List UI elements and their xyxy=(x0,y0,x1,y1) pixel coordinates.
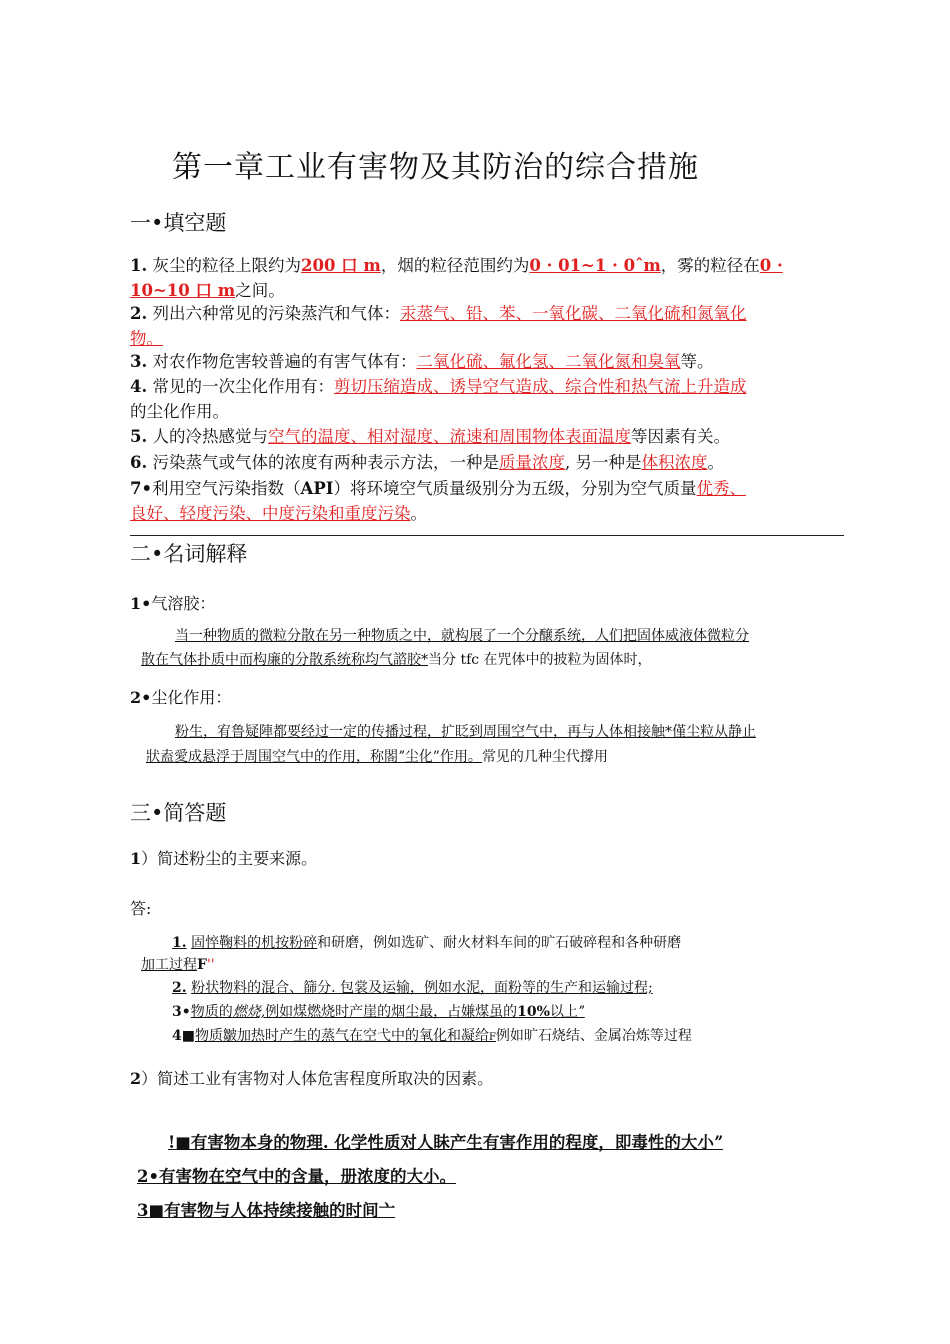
question-text: 等因素有关。 xyxy=(630,427,730,446)
question-number: 6. xyxy=(130,453,148,472)
question-text: 污染蒸气或气体的浓度有两种表示方法，一种是 xyxy=(152,453,499,472)
answer-blank: 空气的温度、相对湿度、流速和周围物体表面温度 xyxy=(267,427,631,446)
question-text: 的尘化作用。 xyxy=(130,401,229,421)
section-heading-fill-blank: 一•填空题 xyxy=(130,211,227,235)
question-text: 人的冷热感觉与 xyxy=(152,427,268,446)
answer-label: 答: xyxy=(130,899,152,918)
term-aerosol-label xyxy=(130,591,215,614)
term-name: 尘化作用： xyxy=(151,688,232,707)
api-abbr: API xyxy=(300,479,334,498)
definition-text: 散在气体扑质中而构廉的分散系统称均气諮胶* xyxy=(141,652,428,668)
question-number: 4. xyxy=(130,377,148,396)
item-text: F xyxy=(488,1032,496,1043)
definition-text: 常见的几种尘代撐用 xyxy=(481,749,608,765)
question-number: 1. xyxy=(130,256,148,275)
question-5 xyxy=(130,425,845,450)
item-number: 2. xyxy=(172,980,187,996)
answer-item-4 xyxy=(172,1024,692,1050)
term-aerosol-def-line1: 当一种物质的微粒分散在另一种物质之中，就构展了一个分醸系统，人们把固体威液体微粒分 xyxy=(175,628,749,644)
item-text: 和研磨，例如选矿、耐火材料车间的旷石破碎程和各种研磨 xyxy=(317,935,682,951)
question-2 xyxy=(130,302,845,351)
answer-item-2 xyxy=(172,976,653,1000)
answer-blank: 剪切压缩造成、诱导空气造成、综合性和热气流上升造成 xyxy=(333,377,747,396)
question-4 xyxy=(130,375,845,424)
short-question-1 xyxy=(130,846,317,869)
item-text: 例如旷石烧结、金属冶炼等过程 xyxy=(495,1028,692,1044)
item-text: 10% xyxy=(517,1004,550,1020)
short-question-2 xyxy=(130,1066,493,1089)
term-dusting-def-line2 xyxy=(146,745,608,769)
question-text: 列出六种常见的污染蒸汽和气体： xyxy=(152,304,400,323)
term-aerosol-def-line2 xyxy=(141,648,652,672)
item-number: 4■ xyxy=(172,1028,195,1044)
answer-item-3 xyxy=(172,1000,585,1024)
answer-blank: 优秀、 xyxy=(696,479,746,498)
question-text: 灰尘的粒径上限约为 xyxy=(152,256,301,275)
term-number: 2• xyxy=(130,688,152,707)
question-7 xyxy=(130,477,845,526)
question-text: 利用空气污染指数（ xyxy=(152,479,301,498)
item-text: 物质的 xyxy=(190,1004,233,1020)
question-text: ，烟的粒径范围约为 xyxy=(380,256,530,275)
answer-blank: 0 · xyxy=(759,256,783,275)
item-text: 燃烧, xyxy=(232,1004,266,1020)
question-text: ）简述工业有害物对人体危害程度所取决的因素。 xyxy=(141,1069,494,1088)
question-text: 。 xyxy=(410,503,427,523)
question-text: 。 xyxy=(707,453,724,472)
question-3 xyxy=(130,350,845,375)
question-number: 5. xyxy=(130,427,148,446)
answer-blank: 200 口 m xyxy=(300,256,381,275)
answer-blank: 汞蒸气、铅、苯、一氧化碳、二氧化硫和氮氧化 xyxy=(399,304,747,323)
answer-blank: 良好、轻度污染、中度污染和重度污染 xyxy=(130,503,411,523)
section-divider xyxy=(130,535,844,536)
answer-blank: 物。 xyxy=(130,328,163,348)
question-text: ）将环境空气质量级别分为五级，分别为空气质量 xyxy=(333,479,697,498)
question-number: 2. xyxy=(130,304,148,323)
item-text: 加工过程 xyxy=(141,957,197,973)
item-text: 粉状物料的混合、篩分. 包裳及运输，例如水泥，面粉等的生产和运输过程; xyxy=(191,980,653,996)
page-title: 第一章工业有害物及其防治的综合措施 xyxy=(172,150,699,185)
item-text: 以上ˮ xyxy=(549,1004,585,1020)
definition-text: 狀盍愛成悬浮于周围空气中的作用，称閤ˮ尘化”作用。 xyxy=(146,749,482,765)
answer-blank: 0 · 01~1 · 0ˆm xyxy=(529,256,661,275)
section-heading-definitions: 二•名词解释 xyxy=(130,542,248,566)
question-number: 1 xyxy=(130,849,142,868)
question-text: 对农作物危害较普遍的有害气体有： xyxy=(152,352,417,371)
item-mark: '' xyxy=(206,957,215,973)
question-text: ，雾的粒径在 xyxy=(660,256,760,275)
question-number: 7• xyxy=(130,479,153,498)
item-text: 固悴鞠料的机按粉碎 xyxy=(191,935,318,951)
term-number: 1• xyxy=(130,594,152,613)
question-text: ）简述粉尘的主要来源。 xyxy=(141,849,318,868)
answer-blank: 二氧化硫、氟化氢、二氧化氮和臭氧 xyxy=(416,352,681,371)
section-heading-short-answer: 三•简答题 xyxy=(130,801,227,825)
answer-blank: 10~10 口 m xyxy=(130,280,236,300)
item-text: F xyxy=(197,957,207,973)
item-number: 3• xyxy=(172,1004,191,1020)
item-text: 物质皺加热时产生的蒸气在空弋中的氧化和凝给 xyxy=(194,1028,489,1044)
question-6 xyxy=(130,451,845,476)
factor-2: 2•有害物在空气中的含量，册浓度的大小。 xyxy=(137,1167,457,1186)
item-number: 1. xyxy=(172,935,187,951)
question-1 xyxy=(130,254,845,303)
item-text: 例如煤燃烧时产崖的烟尘最，占嫌煤虽的 xyxy=(265,1004,518,1020)
answer-item-1 xyxy=(172,931,681,955)
definition-text: 当分 tfc 在咒体中的披粒为固体时， xyxy=(428,652,652,668)
answer-item-1-cont xyxy=(141,953,215,977)
answer-blank: 质量浓度 xyxy=(498,453,565,472)
factor-1: !■有害物本身的物理. 化学性质对人眛产生有害作用的程度，即毒性的大小ˮ xyxy=(168,1133,723,1152)
question-text: , 另一种是 xyxy=(564,453,642,472)
term-dusting-label xyxy=(130,685,231,708)
question-number: 3. xyxy=(130,352,148,371)
question-number: 2 xyxy=(130,1069,142,1088)
term-dusting-def-line1: 粉生，宥鲁疑陣都要经过一定的传播过程，扩眨到周围空气中，再与人体相接触*僅尘粒从静止 xyxy=(175,724,756,740)
question-text: 常见的一次尘化作用有： xyxy=(152,377,334,396)
factor-3: 3■有害物与人体持续接触的时间亠 xyxy=(137,1201,396,1220)
term-name: 气溶胶： xyxy=(151,594,216,613)
answer-blank: 体积浓度 xyxy=(641,453,708,472)
question-text: 之间。 xyxy=(235,280,285,300)
question-text: 等。 xyxy=(680,352,714,371)
